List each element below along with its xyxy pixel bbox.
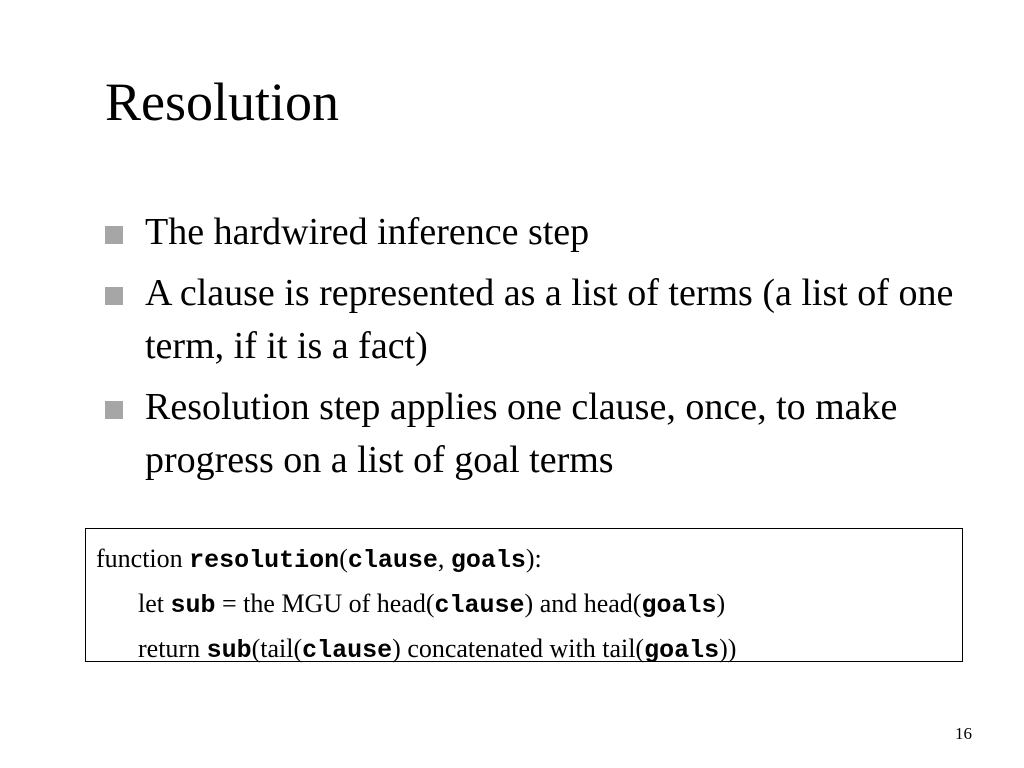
code-text: return <box>138 634 207 663</box>
code-line-function <box>96 537 962 582</box>
code-text: ( <box>339 544 348 573</box>
code-identifier-clause: clause <box>347 546 438 575</box>
bullet-item <box>105 381 965 487</box>
code-identifier-sub: sub <box>206 636 252 665</box>
bullet-text: Resolution step applies one clause, once, to make progress on a list of goal terms <box>145 386 898 481</box>
square-bullet-icon <box>105 287 123 305</box>
code-text: , <box>437 544 451 573</box>
code-text: ) concatenated with tail( <box>392 634 645 663</box>
square-bullet-icon <box>105 401 123 419</box>
code-line-return <box>96 627 962 672</box>
bullet-item <box>105 206 965 259</box>
code-text: function <box>96 544 190 573</box>
code-text: (tail( <box>251 634 303 663</box>
code-text: = the MGU of head( <box>215 589 435 618</box>
bullet-text: The hardwired inference step <box>145 211 590 253</box>
code-text: ) and head( <box>524 589 642 618</box>
page-number: 16 <box>955 724 972 743</box>
code-identifier-sub: sub <box>170 591 216 620</box>
code-text: let <box>138 589 171 618</box>
slide-title: Resolution <box>105 72 340 132</box>
code-identifier-goals: goals <box>450 546 526 575</box>
bullet-item <box>105 267 965 373</box>
square-bullet-icon <box>105 226 123 244</box>
code-text: )) <box>719 634 737 663</box>
code-identifier-clause: clause <box>434 591 525 620</box>
code-line-let <box>96 582 962 627</box>
code-identifier-goals: goals <box>644 636 720 665</box>
code-identifier-resolution: resolution <box>189 546 340 575</box>
code-text: ) <box>716 589 726 618</box>
bullet-list <box>105 206 965 495</box>
bullet-text: A clause is represented as a list of terms (a list of one term, if it is a fact) <box>145 272 954 367</box>
pseudocode-box <box>85 528 963 665</box>
code-identifier-goals: goals <box>641 591 717 620</box>
code-text: ): <box>525 544 542 573</box>
code-identifier-clause: clause <box>302 636 393 665</box>
